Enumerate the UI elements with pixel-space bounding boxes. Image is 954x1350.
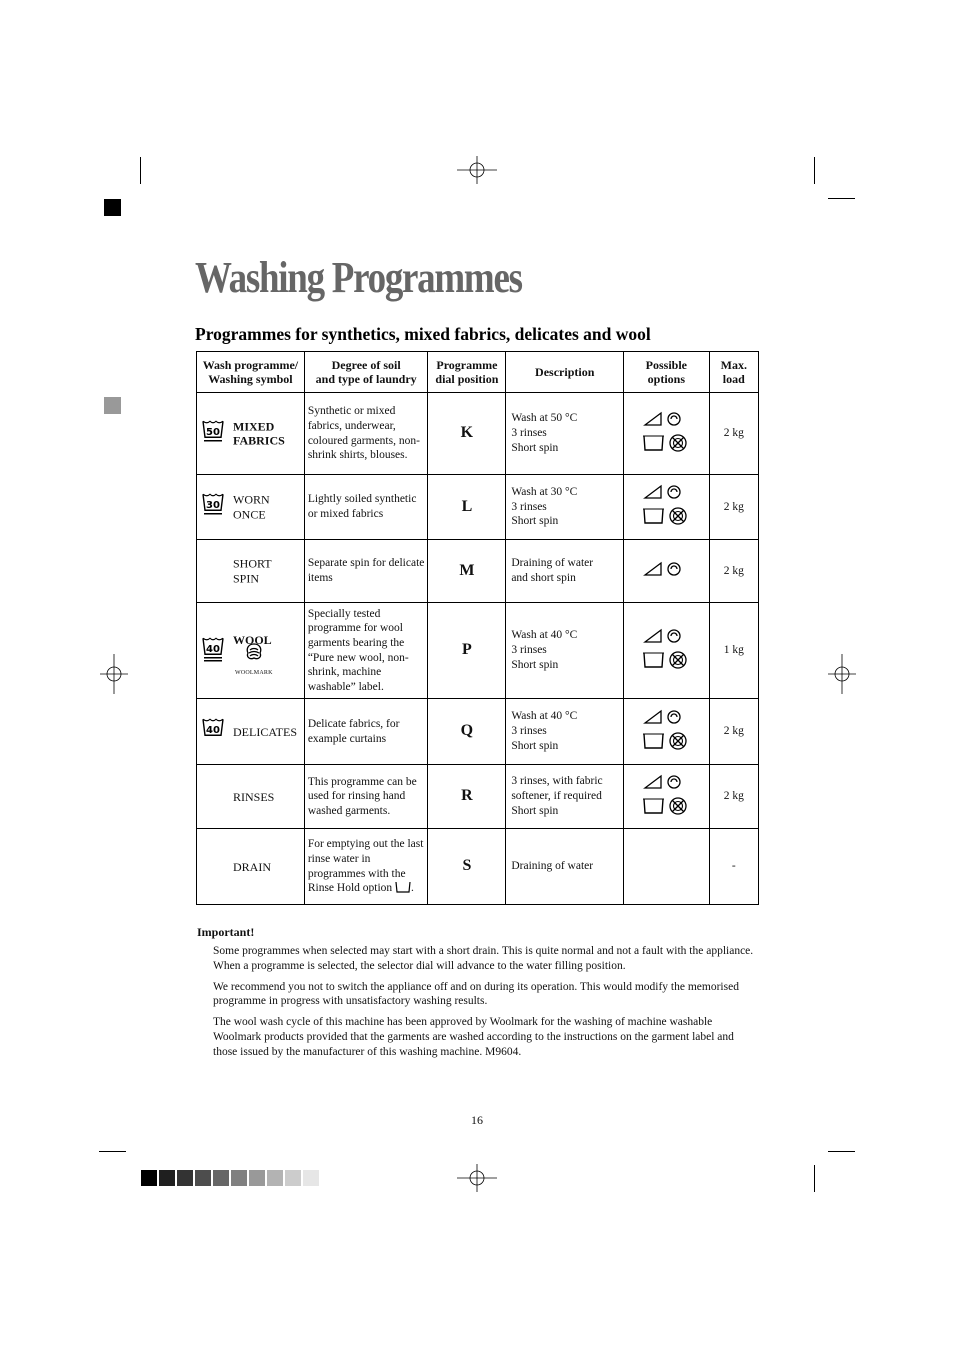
max-load-cell: 2 kg [709,475,758,540]
rinse-hold-option-icon [641,730,691,752]
spin-option-icon [641,773,683,791]
programme-cell [197,540,305,603]
programme-name: WORN ONCE [233,492,270,521]
description-cell: Wash at 40 °C 3 rinses Short spin [506,699,624,765]
description-cell: Draining of water and short spin [506,540,624,603]
dial-position-cell: K [428,393,506,475]
svg-text:30: 30 [206,499,220,511]
programme-name: SHORT SPIN [233,556,272,585]
note-paragraph: The wool wash cycle of this machine has been approved by Woolmark for the washing of machine washable Woolmark products provided that the garments are washed according to the instructions on the garment label and those issued by the manufacturer of this washing machine. M9604. [213,1016,734,1058]
dial-position-cell: L [428,475,506,540]
max-load-cell: 2 kg [709,393,758,475]
wash-temperature-icon [201,634,225,668]
registration-mark-icon [457,1158,497,1198]
important-heading: Important! [197,925,255,939]
svg-text:40: 40 [206,724,220,736]
programme-cell [197,699,305,765]
crop-mark [814,1165,815,1192]
rinse-hold-option-icon [641,795,691,817]
description-cell: Draining of water [506,829,624,905]
max-load-cell: 2 kg [709,540,758,603]
dial-position-cell: M [428,540,506,603]
table-row [197,540,759,603]
programme-cell [197,829,305,905]
wash-temperature-icon [201,715,225,749]
max-load-cell: 1 kg [709,603,758,699]
header-cell: Programme dial position [428,352,506,393]
soil-type-cell: This programme can be used for rinsing hand washed garments. [304,765,428,829]
programme-name: DRAIN [233,859,271,874]
options-cell [624,540,709,603]
header-cell: Max. load [709,352,758,393]
programme-cell [197,603,305,699]
table-row [197,393,759,475]
max-load-cell: - [709,829,758,905]
black-square-marker [104,199,121,216]
dial-position-cell: P [428,603,506,699]
programme-cell [197,393,305,475]
registration-mark-icon [94,654,134,694]
header-cell: Degree of soil and type of laundry [304,352,428,393]
options-cell [624,765,709,829]
header-cell: Description [506,352,624,393]
soil-type-cell: Specially tested programme for wool garments bearing the “Pure new wool, non-shrink, machine washable” label. [304,603,428,699]
spin-option-icon [641,483,683,501]
woolmark-logo-icon: WOOLMARK [235,643,273,680]
note-paragraph: Some programmes when selected may start with a short drain. This is quite normal and not a fault with the appliance. When a programme is selected, the selector dial will advance to the water filling position. [213,945,754,972]
page-number: 16 [471,1113,483,1127]
description-cell: 3 rinses, with fabric softener, if required Short spin [506,765,624,829]
options-cell [624,393,709,475]
table-row [197,475,759,540]
svg-text:50: 50 [206,426,220,438]
soil-type-cell: Delicate fabrics, for example curtains [304,699,428,765]
table-row [197,699,759,765]
spin-option-icon [641,410,683,428]
spin-option-icon [641,627,683,645]
grey-square-marker [104,397,121,414]
rinse-hold-option-icon [641,649,691,671]
max-load-cell: 2 kg [709,765,758,829]
registration-mark-icon [457,150,497,190]
soil-type-cell: Synthetic or mixed fabrics, underwear, coloured garments, non-shrink shirts, blouses. [304,393,428,475]
programme-name: WOOL [233,633,272,647]
crop-mark [828,198,855,199]
soil-type-cell: For emptying out the last rinse water in programmes with the Rinse Hold option . [304,829,428,905]
table-row [197,765,759,829]
table-row [197,603,759,699]
section-subtitle: Programmes for synthetics, mixed fabrics, delicates and wool [195,324,651,344]
max-load-cell: 2 kg [709,699,758,765]
options-cell [624,829,709,905]
spin-option-icon [641,560,683,578]
dial-position-cell: R [428,765,506,829]
crop-mark [828,1151,855,1152]
registration-mark-icon [822,654,862,694]
color-calibration-strip [141,1170,319,1186]
crop-mark [814,157,815,184]
soil-type-cell: Separate spin for delicate items [304,540,428,603]
wash-temperature-icon [201,417,225,451]
page-title: Washing Programmes [195,253,522,302]
svg-text:40: 40 [206,643,220,655]
crop-mark [99,1151,126,1152]
options-cell [624,699,709,765]
dial-position-cell: S [428,829,506,905]
description-cell: Wash at 30 °C 3 rinses Short spin [506,475,624,540]
programme-cell [197,475,305,540]
programme-name: DELICATES [233,724,297,739]
programme-name: RINSES [233,789,275,804]
crop-mark [140,157,141,184]
note-paragraph: We recommend you not to switch the appliance off and on during its operation. This would modify the memorised programme in progress with unsatisfactory washing results. [213,980,739,1008]
header-cell: Wash programme/ Washing symbol [197,352,305,393]
table-header-row [197,352,759,393]
rinse-hold-icon [395,881,411,893]
description-cell: Wash at 50 °C 3 rinses Short spin [506,393,624,475]
important-notes [213,944,758,1066]
description-cell: Wash at 40 °C 3 rinses Short spin [506,603,624,699]
programme-cell [197,765,305,829]
spin-option-icon [641,708,683,726]
options-cell [624,603,709,699]
programmes-table [196,351,759,905]
header-cell: Possible options [624,352,709,393]
dial-position-cell: Q [428,699,506,765]
programme-name: MIXED FABRICS [233,419,285,448]
soil-type-cell: Lightly soiled synthetic or mixed fabrics [304,475,428,540]
rinse-hold-option-icon [641,505,691,527]
rinse-hold-option-icon [641,432,691,454]
wash-temperature-icon [201,490,225,524]
table-row [197,829,759,905]
options-cell [624,475,709,540]
